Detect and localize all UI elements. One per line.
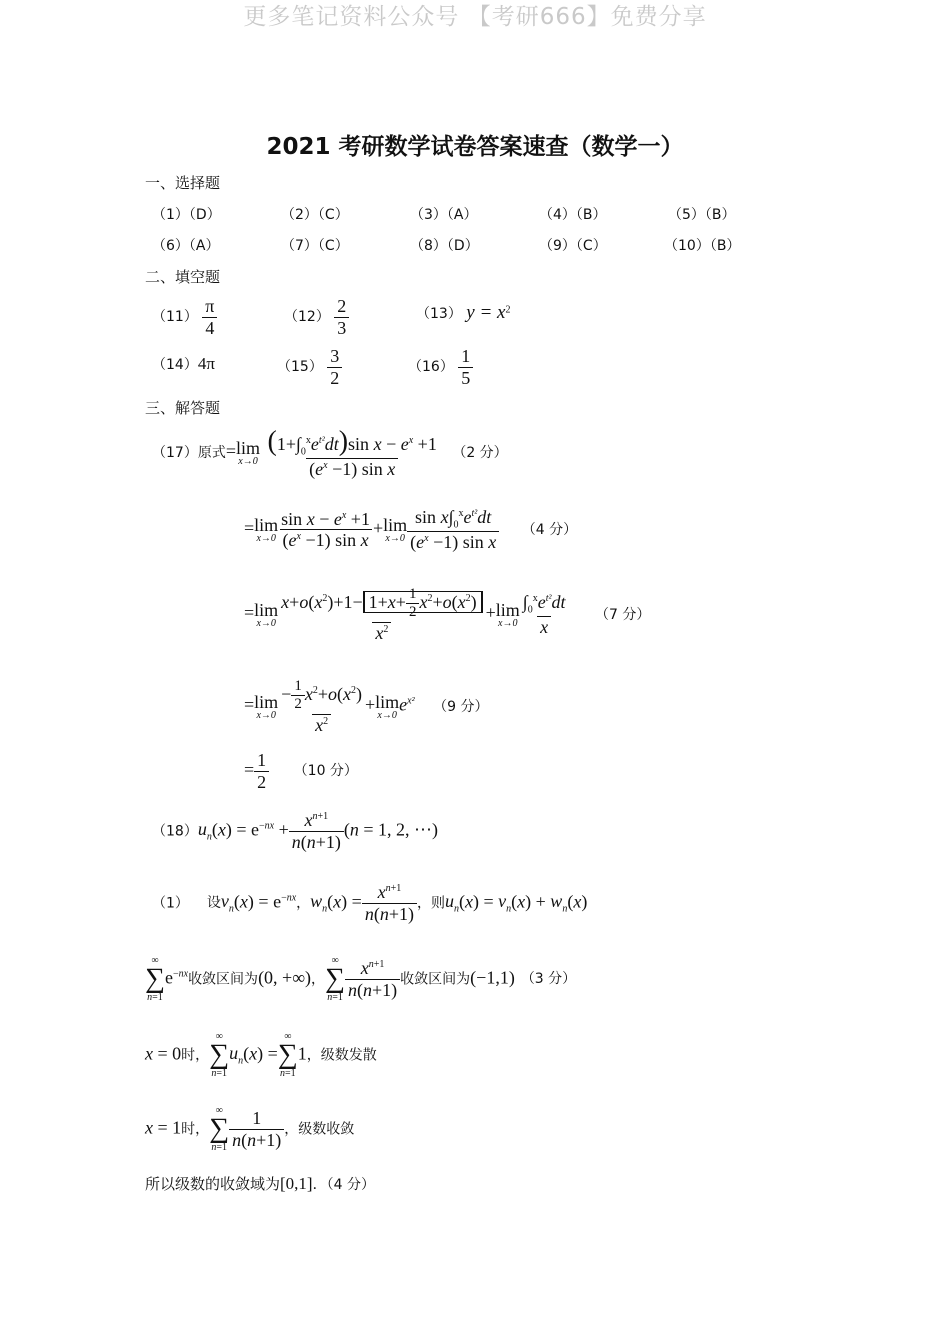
watermark: 更多笔记资料公众号 【考研666】免费分享 [243, 4, 707, 30]
choice-item: （9）（C） [539, 238, 607, 254]
choice-item: （7）（C） [281, 238, 349, 254]
section-solve: 三、解答题 [145, 399, 221, 417]
fill-item-15: （15） $\frac{3}{2}$ [277, 346, 342, 388]
q18-part-1: （1） 设$v_n(x) = e^{-nx}$，$w_n(x)$ = $\frac{x^{n+1}}{n(n+1)}$ ，则$u_n(x) = v_n(x) + w_n(x)$ [152, 882, 588, 924]
q18-x0: x = 0时， ∞ ∑ n=1 $u_n(x)$ = ∞ ∑ n=1 1，级数发散 [145, 1031, 377, 1079]
choice-item: （6）（A） [152, 238, 220, 254]
choice-item: （5）（B） [668, 207, 736, 223]
section-choice: 一、选择题 [145, 174, 221, 192]
q17-line-1: （17）原式= lim x→0 $\frac{(1+\int_0^xe^{t^2}dt)\sin x - e^x +1}{(e^x -1) \sin x}$ （2 分） [152, 426, 508, 480]
choice-item: （10）（B） [664, 238, 741, 254]
choice-item: （3）（A） [410, 207, 478, 223]
q18-domain: 所以级数的收敛域为[0,1]．（4 分） [145, 1174, 375, 1193]
q17-line-5: = $\frac{1}{2}$ （10 分） [244, 750, 358, 792]
q17-line-3: = lim x→0 $x+o(x^2)+1- 1+x+$ $\frac{1}{2}$ $x^2+o(x^2)$ $x^2$ + lim x→0 $\frac{\int_0^xe^{t^2}dt}{x}$ （7 分） [244, 586, 651, 643]
fill-item-16: （16） $\frac{1}{5}$ [408, 346, 473, 388]
q17-line-2: = lim x→0 $\frac{\sin x - e^x +1}{(e^x -1) \sin x}$ + lim x→0 $\frac{\sin x\int_0^xe^{t^2}dt}{(e^x -1) \sin x}$ （4 分） [244, 507, 578, 553]
q18-conv-interval: ∞ ∑ n=1 $e^{-nx}$收敛区间为(0, +∞)， ∞ ∑ n=1 $\frac{x^{n+1}}{n(n+1)}$ 收敛区间为(−1,1) （3 分） [145, 955, 577, 1003]
q17-line-4: = lim x→0 − $\frac{1}{2}$ $x^2+o(x^2)$ $x^2$ + lim x→0 $e^{x^2}$ （9 分） [244, 678, 489, 735]
page-title: 2021 考研数学试卷答案速查（数学一） [266, 134, 684, 160]
choice-item: （4）（B） [539, 207, 607, 223]
choice-item: （2）（C） [281, 207, 349, 223]
q18-line-1: $(18)u_n(x) = e^{-nx}$ + $\frac{x^{n+1}}{n(n+1)}$ (n = 1, 2, ⋯) [152, 810, 439, 852]
fill-item-12: （12） $\frac{2}{3}$ [284, 296, 349, 338]
fill-item-13: （13） $y = x^2$ [416, 302, 511, 323]
fill-item-11: （11） $\frac{\pi}{4}$ [152, 296, 217, 338]
choice-item: （1）（D） [152, 207, 221, 223]
section-fill: 二、填空题 [145, 268, 221, 286]
fill-item-14: （14）4π [152, 354, 215, 373]
choice-item: （8）（D） [410, 238, 479, 254]
q18-x1: x = 1时， ∞ ∑ n=1 $\frac{1}{n(n+1)}$ ，级数收敛 [145, 1105, 355, 1153]
